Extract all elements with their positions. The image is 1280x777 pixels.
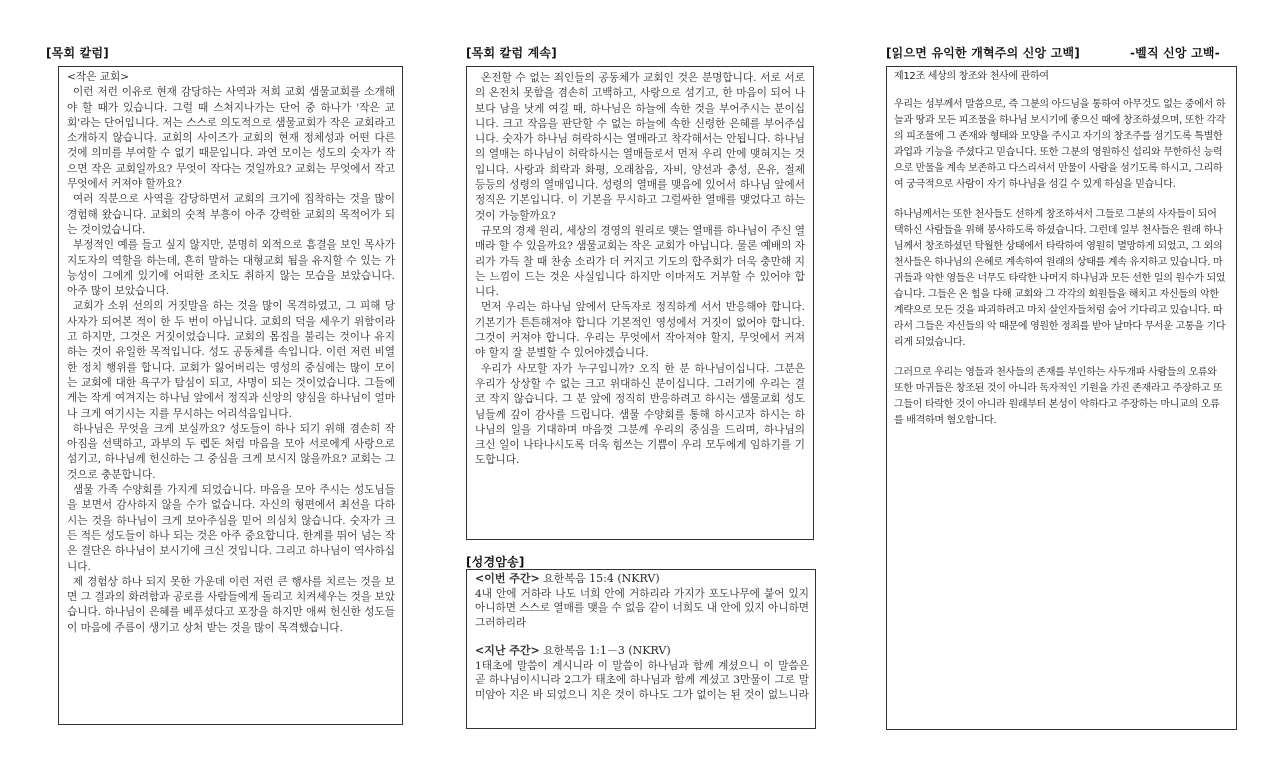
column-subtitle: <작은 교회> xyxy=(67,71,130,83)
confession-paragraph: 그러므로 우리는 영들과 천사들의 존재를 부인하는 사두개파 사람들의 오류와 또한 마귀들은 창조된 것이 아니라 독자적인 기원을 가진 존재라고 주장하고 또 그들이 타락한 것이 아니라 원래부터 본성이 악하다고 주장하는 마니교의 오류를 배격하며 혐오합니다. xyxy=(894,367,1223,426)
right-column-subheading: -벨직 신앙 고백- xyxy=(1130,46,1220,60)
confession-box xyxy=(886,66,1237,730)
confession-article-title: 제12조 세상의 창조와 천사에 관하여 xyxy=(894,71,1049,82)
column-paragraph: 샘물 가족 수양회를 가지게 되었습니다. 마음을 모아 주시는 성도님들을 보면서 감사하지 않을 수가 없습니다. 자신의 형편에서 최선을 다하시는 것을 하나님이 크게 보아주심을 믿어 의심치 않습니다. 숫자가 크든 적든 성도들이 하나 되는 것은 아주 중요합니다. 한계를 뛰어 넘는 작은 결단은 하나님이 보시기에 크신 것입니다. 그리고 하나님이 역사하십니다. xyxy=(67,484,395,573)
this-week-label: <이번 주간> xyxy=(475,572,540,585)
this-week-verse-text: 4내 안에 거하라 나도 너희 안에 거하리라 가지가 포도나무에 붙어 있지 아니하면 스스로 열매를 맺을 수 없음 같이 너희도 내 안에 있지 아니하면 그러하리라 xyxy=(475,587,809,629)
left-column-heading: [목회 칼럼] xyxy=(46,46,109,60)
column-paragraph: 여러 직분으로 사역을 감당하면서 교회의 크기에 집착하는 것을 많이 경험해 왔습니다. 교회의 숫적 부흥이 아주 강력한 교회의 목적어가 되는 것이었습니다. xyxy=(67,193,395,236)
column-paragraph: 제 경험상 하나 되지 못한 가운데 이런 저런 큰 행사를 치르는 것을 보면 그 결과의 화려함과 공로를 사람들에게 돌리고 치켜세우는 것을 보았습니다. 하나님이 은혜를 베푸셨다고 포장을 하지만 애써 헌신한 성도들이 마음에 주름이 생기고 상처 받는 것을 많이 목격했습니다. xyxy=(67,575,395,634)
middle-column-heading: [목회 칼럼 계속] xyxy=(466,46,557,60)
this-week-verse-header xyxy=(475,572,809,587)
scripture-memory-heading: [성경암송] xyxy=(466,555,525,569)
right-column-heading: [읽으면 유익한 개혁주의 신앙 고백] xyxy=(886,46,1080,60)
last-week-label: <지난 주간> xyxy=(475,644,540,657)
column-paragraph: 온전할 수 없는 죄인들의 공동체가 교회인 것은 분명합니다. 서로 서로의 온전치 못함을 겸손히 고백하고, 사랑으로 섬기고, 한 마음이 되어 나보다 남을 낫게 여길 때, 하나님은 하늘에 속한 것을 부어주시는 분이십니다. 크고 작음을 판단할 수 없는 하늘에 속한 신령한 은혜를 부어주십니다. 숫자가 하나님 허락하시는 열매라고 착각해서는 안됩니다. 하나님의 열매는 하나님이 허락하시는 열매들로서 먼저 우리 안에 맺혀지는 것입니다. 사랑과 희락과 화평, 오래참음, 자비, 양선과 충성, 온유, 절제 등등의 성령의 열매입니다. 성령의 열매를 맺음에 있어서 하나님 앞에서 정직은 기본입니다. 이 기본을 무시하고 그럴싸한 열매를 맺었다고 하는 것이 가능할까요? xyxy=(475,72,805,222)
column-paragraph: 우리가 사모할 자가 누구입니까? 오직 한 분 하나님이십니다. 그분은 우리가 상상할 수 없는 크고 위대하신 분이십니다. 그러기에 우리는 결코 작지 않습니다. 그 분 앞에 정직히 반응하려고 하시는 샘물교회 성도님들께 깊이 감사를 드립니다. 샘물 수양회를 통해 하시고자 하시는 하나님의 일을 기대하며 마음껏 그분께 우리의 중심을 드리며, 하나님의 크신 일이 나타나시도록 더욱 힘쓰는 기쁨이 우리 모두에게 임하기를 기도합니다. xyxy=(475,362,805,467)
last-week-verse-header xyxy=(475,644,809,659)
this-week-reference: 요한복음 15:4 (NKRV) xyxy=(543,572,660,585)
pastor-column-box xyxy=(58,66,403,725)
column-paragraph: 부정적인 예를 들고 싶지 않지만, 분명히 외적으로 흠결을 보인 목사가 지도자의 역할을 하는데, 흔히 말하는 대형교회 됨을 유지할 수 있는 가능성이 그에게 있기에 어떠한 조치도 취하지 않는 모습을 보았습니다. 아주 많이 보았습니다. xyxy=(67,239,395,298)
pastor-column-continued-box xyxy=(466,66,814,540)
column-paragraph: 교회가 소위 선의의 거짓말을 하는 것을 많이 목격하였고, 그 피해 당사자가 되어본 적이 한 두 번이 아닙니다. 교회의 덕을 세우기 위함이라고 하지만, 그것은 거짓이었습니다. 교회의 몸집을 불리는 것이나 유지하는 것이 유일한 목적입니다. 성도 공동체를 속입니다. 이런 저런 비열한 정치 행위를 합니다. 교회가 잃어버리는 영성의 중심에는 많이 모이는 교회에 대한 욕구가 탐심이 되고, 사명이 되는 것이었습니다. 그들에게는 작게 여겨지는 하나님 앞에서 정직과 신앙의 양심을 하나님이 얼마나 크게 여기시는 지를 무시하는 어리석음입니다. xyxy=(67,300,395,420)
column-paragraph: 먼저 우리는 하나님 앞에서 단독자로 정직하게 서서 반응해야 합니다. 기본기가 튼튼해져야 합니다 기본적인 영성에서 거짓이 없어야 합니다. 그것이 커져야 합니다. 우리는 무엇에서 작아져야 할지, 무엇에서 커져야 할지 잘 분별할 수 있어야겠습니다. xyxy=(475,301,805,360)
column-paragraph: 규모의 경제 원리, 세상의 경영의 원리로 맺는 열매를 하나님이 주신 열매라 할 수 있을까요? 샘물교회는 작은 교회가 아닙니다. 물론 예배의 자리가 가득 찰 때 찬송 소리가 더 커지고 기도의 합주회가 더욱 충만해 지는 느낌이 드는 것은 사실입니다 하지만 이마저도 거부할 수 있어야 합니다. xyxy=(475,224,805,299)
last-week-reference: 요한복음 1:1－3 (NKRV) xyxy=(543,644,671,657)
confession-paragraph: 우리는 성부께서 말씀으로, 즉 그분의 아드님을 통하여 아무것도 없는 중에서 하늘과 땅과 모든 피조물을 하나님 보시기에 좋으신 때에 창조하셨으며, 또한 각각의 피조물에 그 존재와 형태와 모양을 주시고 자기의 창조주를 섬기도록 특별한 과업과 기능을 주셨다고 믿습니다. 또한 그분의 영원하신 섭리와 무한하신 능력으로 만물을 계속 보존하고 다스리셔서 만물이 사람을 섬기도록 하시고, 그리하여 궁극적으로 사람이 자기 하나님을 섬길 수 있게 하심을 믿습니다. xyxy=(894,99,1226,190)
column-paragraph: 이런 저런 이유로 현재 감당하는 사역과 저희 교회 샘물교회를 소개해야 할 때가 있습니다. 그럴 때 스쳐지나가는 단어 중 하나가 '작은 교회'라는 단어입니다. 저는 스스로 의도적으로 샘물교회가 작은 교회라고 소개하지 않습니다. 교회의 사이즈가 교회의 현재 정체성과 어떤 다른 것에 의미를 부여할 수 없기 때문입니다. 과연 모이는 성도의 숫자가 작으면 작은 교회일까요? 무엇이 작다는 것일까요? 교회는 무엇에서 작고 무엇에서 커져야 할까요? xyxy=(67,86,395,191)
column-paragraph: 하나님은 무엇을 크게 보실까요? 성도들이 하나 되기 위해 겸손히 작아짐을 선택하고, 과부의 두 렙돈 처럼 마음을 모아 서로에게 사랑으로 섬기고, 하나님께 헌신하는 그 중심을 크게 보시지 않을까요? 교회는 그것으로 충분합니다. xyxy=(67,422,395,481)
scripture-memory-box xyxy=(466,569,816,729)
last-week-verse-text: 1태초에 말씀이 계시니라 이 말씀이 하나님과 함께 계셨으니 이 말씀은 곧 하나님이시니라 2그가 태초에 하나님과 함께 계셨고 3만물이 그로 말미암아 지은 바 되었으니 지은 것이 하나도 그가 없이는 된 것이 없느니라 xyxy=(475,659,809,701)
confession-paragraph: 하나님께서는 또한 천사들도 선하게 창조하셔서 그들로 그분의 사자들이 되어 택하신 사람들을 위해 봉사하도록 하셨습니다. 그런데 일부 천사들은 원래 하나님께서 창조하셨던 탁월한 상태에서 타락하여 영원히 멸망하게 되었고, 그 외의 천사들은 하나님의 은혜로 계속하여 원래의 상태를 계속 유지하고 있습니다. 마귀들과 악한 영들은 너무도 타락한 나머지 하나님과 모든 선한 일의 원수가 되었습니다. 그들은 온 힘을 다해 교회와 그 각각의 회원들을 해치고 자신들의 악한 계략으로 모든 것을 파괴하려고 마치 살인자들처럼 숨어 기다리고 있습니다. 따라서 그들은 자신들의 악 때문에 영원한 정죄를 받아 날마다 무서운 고통을 기다리게 되었습니다. xyxy=(894,209,1226,348)
